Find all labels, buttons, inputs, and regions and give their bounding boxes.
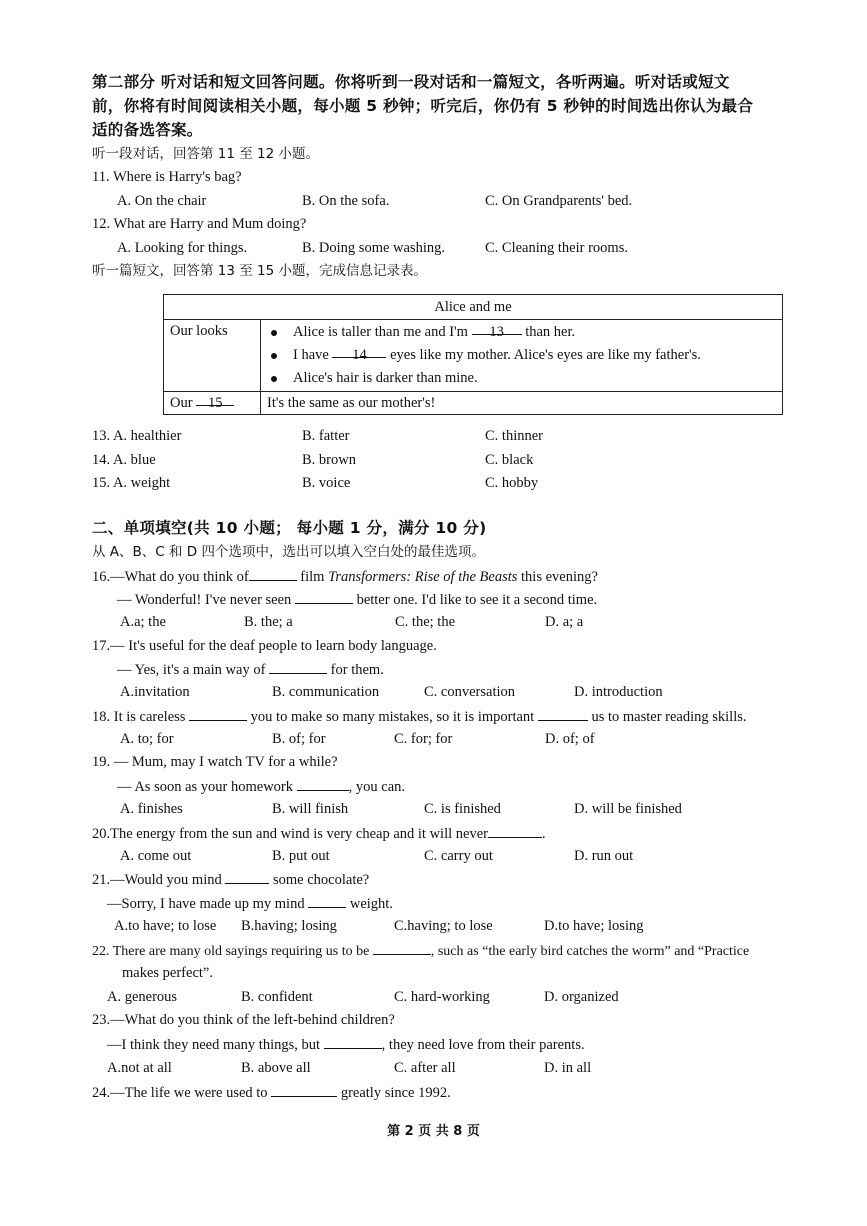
q19-blank <box>297 777 349 791</box>
q21-l2-pre: —Sorry, I have made up my mind <box>107 896 305 912</box>
q23-blank <box>324 1035 382 1049</box>
q16-film-title: Transformers: Rise of the Beasts <box>328 569 518 585</box>
q16-l2-pre: — Wonderful! I've never seen <box>117 592 292 608</box>
q16-option-a: A.a; the <box>120 614 166 630</box>
blank-14: 14 <box>332 344 386 358</box>
q16-mid: film <box>300 569 325 585</box>
bullet-1-text-post: than her. <box>525 324 576 340</box>
question-19-line-1: 19. — Mum, may I watch TV for a while? <box>92 754 338 770</box>
looks-bullets <box>261 320 783 392</box>
question-12-stem: 12. What are Harry and Mum doing? <box>92 216 307 232</box>
q21-option-c: C.having; to lose <box>394 918 493 934</box>
q22-post: , such as “the early bird catches the worm” and “Practice <box>430 944 750 959</box>
q20-option-b: B. put out <box>272 848 330 864</box>
question-21-line-2 <box>107 894 393 913</box>
q17-option-b: B. communication <box>272 684 380 700</box>
question-11-option-c: C. On Grandparents' bed. <box>485 193 633 209</box>
question-14-option-a: 14. A. blue <box>92 452 156 468</box>
q18-option-b: B. of; for <box>272 731 326 747</box>
q16-option-d: D. a; a <box>545 614 584 630</box>
question-14-option-c: C. black <box>485 452 534 468</box>
section-2-instruction: 从 A、B、C 和 D 四个选项中，选出可以填入空白处的最佳选项。 <box>92 544 485 560</box>
bullet-2-text-pre: I have <box>293 347 329 363</box>
q21-option-d: D.to have; losing <box>544 918 644 934</box>
q24-post: greatly since 1992. <box>340 1085 451 1101</box>
question-13-option-a: 13. A. healthier <box>92 428 182 444</box>
q18-option-c: C. for; for <box>394 731 453 747</box>
q16-post: this evening? <box>521 569 598 585</box>
q17-l2-pre: — Yes, it's a main way of <box>117 662 266 678</box>
question-20-line-1 <box>92 824 546 843</box>
question-13-option-c: C. thinner <box>485 428 543 444</box>
q23-option-b: B. above all <box>241 1060 311 1076</box>
q23-option-d: D. in all <box>544 1060 592 1076</box>
q19-l2-pre: — As soon as your homework <box>117 779 294 795</box>
q24-pre: 24.—The life we were used to <box>92 1085 268 1101</box>
q20-option-d: D. run out <box>574 848 634 864</box>
section-2-heading: 二、单项填空(共 10 小题； 每小题 1 分，满分 10 分) <box>92 519 487 537</box>
passage-instruction: 听一篇短文，回答第 13 至 15 小题，完成信息记录表。 <box>92 263 428 279</box>
question-12-option-a: A. Looking for things. <box>117 240 248 256</box>
q20-post: . <box>541 826 546 842</box>
part2-heading-line2: 前，你将有时间阅读相关小题，每小题 5 秒钟；听完后，你仍有 5 秒钟的时间选出你认为最合 <box>92 97 754 115</box>
q18-option-d: D. of; of <box>545 731 595 747</box>
question-12-option-b: B. Doing some washing. <box>302 240 445 256</box>
row-2-label-pre: Our <box>170 395 193 411</box>
q16-l2-post: better one. I'd like to see it a second time. <box>356 592 598 608</box>
page-footer: 第 2 页 共 8 页 <box>387 1124 480 1139</box>
q21-option-a: A.to have; to lose <box>114 918 217 934</box>
part2-heading-line3: 适的备选答案。 <box>92 121 203 139</box>
question-11-option-b: B. On the sofa. <box>302 193 390 209</box>
q21-option-b: B.having; losing <box>241 918 337 934</box>
q19-option-d: D. will be finished <box>574 801 682 817</box>
q17-blank <box>269 660 327 674</box>
q23-l2-post: , they need love from their parents. <box>381 1037 585 1053</box>
q20-blank <box>488 824 542 838</box>
q17-option-d: D. introduction <box>574 684 663 700</box>
question-22-line-2: makes perfect”. <box>122 965 213 981</box>
q19-l2-post: , you can. <box>348 779 406 795</box>
bullet-3-text: Alice's hair is darker than mine. <box>293 370 478 386</box>
q17-option-c: C. conversation <box>424 684 516 700</box>
q20-pre: 20.The energy from the sun and wind is very cheap and it will never <box>92 826 488 842</box>
blank-15: 15 <box>196 392 234 406</box>
q16-option-c: C. the; the <box>395 614 456 630</box>
question-12-option-c: C. Cleaning their rooms. <box>485 240 628 256</box>
question-15-option-b: B. voice <box>302 475 351 491</box>
q21-l2-post: weight. <box>349 896 393 912</box>
info-record-table <box>163 294 783 415</box>
dialogue-instruction: 听一段对话，回答第 11 至 12 小题。 <box>92 146 320 162</box>
question-16-line-1 <box>92 567 598 586</box>
question-14-option-b: B. brown <box>302 452 356 468</box>
q19-option-c: C. is finished <box>424 801 501 817</box>
row-2-text: It's the same as our mother's! <box>261 392 783 415</box>
q18-blank-2 <box>538 707 588 721</box>
q22-option-a: A. generous <box>107 989 178 1005</box>
q16-pre: 16.—What do you think of <box>92 569 249 585</box>
question-23-line-1: 23.—What do you think of the left-behind children? <box>92 1012 395 1028</box>
bullet-1 <box>267 321 776 344</box>
question-17-line-1: 17.— It's useful for the deaf people to learn body language. <box>92 638 437 654</box>
bullet-2 <box>267 344 776 367</box>
q21-blank-1 <box>225 870 269 884</box>
q21-blank-2 <box>308 894 346 908</box>
question-21-line-1 <box>92 870 369 889</box>
question-19-line-2 <box>117 777 405 796</box>
question-23-line-2 <box>107 1035 585 1054</box>
q23-l2-pre: —I think they need many things, but <box>107 1037 321 1053</box>
q24-blank <box>271 1083 337 1097</box>
q23-option-c: C. after all <box>394 1060 456 1076</box>
q20-option-a: A. come out <box>120 848 192 864</box>
q22-option-d: D. organized <box>544 989 619 1005</box>
part2-heading-line1: 第二部分 听对话和短文回答问题。你将听到一段对话和一篇短文，各听两遍。听对话或短文 <box>92 73 730 91</box>
bullet-3 <box>267 367 776 390</box>
q21-pre: 21.—Would you mind <box>92 872 222 888</box>
question-11-option-a: A. On the chair <box>117 193 207 209</box>
q17-l2-post: for them. <box>330 662 384 678</box>
row-label-our-looks: Our looks <box>164 320 261 392</box>
q17-option-a: A.invitation <box>120 684 190 700</box>
q18-option-a: A. to; for <box>120 731 174 747</box>
q16-blank-2 <box>295 590 353 604</box>
question-15-option-a: 15. A. weight <box>92 475 171 491</box>
bullet-1-text-pre: Alice is taller than me and I'm <box>293 324 468 340</box>
q16-blank-1 <box>249 567 297 581</box>
q21-post: some chocolate? <box>273 872 370 888</box>
q18-post: us to master reading skills. <box>591 709 747 725</box>
bullet-2-text-post: eyes like my mother. Alice's eyes are like my father's. <box>390 347 701 363</box>
question-15-option-c: C. hobby <box>485 475 539 491</box>
question-17-line-2 <box>117 660 384 679</box>
q19-option-b: B. will finish <box>272 801 349 817</box>
q16-option-b: B. the; a <box>244 614 293 630</box>
q18-mid: you to make so many mistakes, so it is important <box>250 709 535 725</box>
blank-13: 13 <box>472 321 522 335</box>
question-24-line-1 <box>92 1083 451 1102</box>
question-22-line-1 <box>92 941 749 961</box>
q20-option-c: C. carry out <box>424 848 493 864</box>
q19-option-a: A. finishes <box>120 801 183 817</box>
row-label-our-15 <box>164 392 261 415</box>
q22-option-b: B. confident <box>241 989 313 1005</box>
question-11-stem: 11. Where is Harry's bag? <box>92 169 242 185</box>
question-13-option-b: B. fatter <box>302 428 350 444</box>
q18-pre: 18. It is careless <box>92 709 186 725</box>
question-18-line-1 <box>92 707 747 726</box>
question-16-line-2 <box>117 590 597 609</box>
table-title: Alice and me <box>164 295 783 320</box>
q18-blank-1 <box>189 707 247 721</box>
q23-option-a: A.not at all <box>107 1060 172 1076</box>
q22-option-c: C. hard-working <box>394 989 490 1005</box>
q22-pre: 22. There are many old sayings requiring us to be <box>92 944 370 959</box>
q22-blank <box>373 941 431 955</box>
